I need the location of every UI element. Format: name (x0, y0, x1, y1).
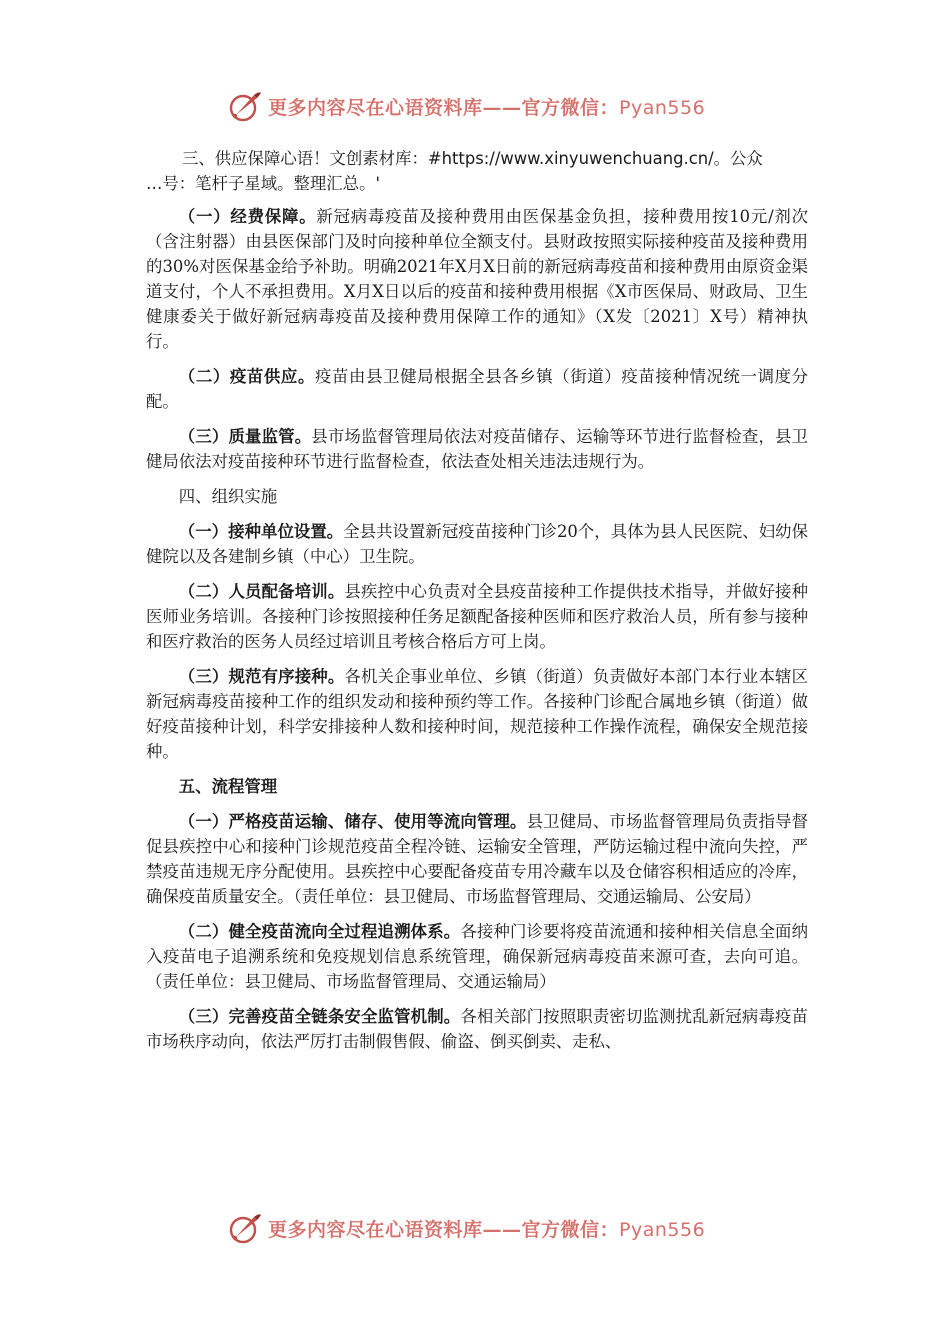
paragraph-flow-management: （一）严格疫苗运输、储存、使用等流向管理。县卫健局、市场监督管理局负责指导督促县疾控中心和接种门诊规范疫苗全程冷链、运输安全管理，严防运输过程中流向失控，严禁疫苗违规无序分配使用。县疾控中心要配备疫苗专用冷藏车以及仓储容积相适应的冷库，确保疫苗质量安全。（责任单位：县卫健局、市场监督管理局、交通运输局、公安局） (146, 812, 808, 906)
paragraph-supervision-mechanism: （三）完善疫苗全链条安全监管机制。各相关部门按照职责密切监测扰乱新冠病毒疫苗市场秩序动向，依法严厉打击制假售假、偷盗、倒买倒卖、走私、 (146, 1007, 808, 1051)
section-heading-4: 四、组织实施 (178, 487, 278, 506)
paragraph-vaccine-supply: （二）疫苗供应。疫苗由县卫健局根据全县各乡镇（街道）疫苗接种情况统一调度分配。 (146, 367, 809, 411)
document-body (146, 146, 808, 1064)
header-banner (228, 86, 748, 126)
paragraph-funding: （一）经费保障。新冠病毒疫苗及接种费用由医保基金负担，接种费用按10元/剂次（含注射器）由县医保部门及时向接种单位全额支付。县财政按照实际接种疫苗及接种费用的30%对医保基金给予补助。明确2021年X月X日前的新冠病毒疫苗和接种费用由原资金渠道支付，个人不承担费用。X月X日以后的疫苗和接种费用根据《X市医保局、财政局、卫生健康委关于做好新冠病毒疫苗及接种费用保障工作的通知》（X发〔2021〕X号）精神执行。 (146, 207, 808, 351)
intro-paragraph: 三、供应保障心语！文创素材库：#https://www.xinyuwenchuang.cn/。公众 …号：笔杆子星域。整理汇总。' (146, 149, 763, 193)
quill-pen-logo-icon (228, 1211, 262, 1245)
banner-text: 更多内容尽在心语资料库——官方微信：Pyan556 (268, 1218, 706, 1241)
paragraph-traceability: （二）健全疫苗流向全过程追溯体系。各接种门诊要将疫苗流通和接种相关信息全面纳入疫苗电子追溯系统和免疫规划信息系统管理，确保新冠病毒疫苗来源可查，去向可追。（责任单位：县卫健局、市场监督管理局、交通运输局） (146, 922, 808, 991)
paragraph-staff-training: （二）人员配备培训。县疾控中心负责对全县疫苗接种工作提供技术指导，并做好接种医师业务培训。各接种门诊按照接种任务足额配备接种医师和医疗救治人员，所有参与接种和医疗救治的医务人员经过培训且考核合格后方可上岗。 (146, 582, 808, 651)
section-heading-5: 五、流程管理 (178, 777, 278, 796)
footer-banner (228, 1208, 748, 1248)
paragraph-orderly-vaccination: （三）规范有序接种。各机关企事业单位、乡镇（街道）负责做好本部门本行业本辖区新冠病毒疫苗接种工作的组织发动和接种预约等工作。各接种门诊配合属地乡镇（街道）做好疫苗接种计划，科学安排接种人数和接种时间，规范接种工作操作流程，确保安全规范接种。 (146, 667, 808, 761)
quill-pen-logo-icon (228, 89, 262, 123)
banner-text: 更多内容尽在心语资料库——官方微信：Pyan556 (268, 96, 706, 119)
paragraph-site-setup: （一）接种单位设置。全县共设置新冠疫苗接种门诊20个，具体为县人民医院、妇幼保健院以及各建制乡镇（中心）卫生院。 (146, 522, 809, 566)
paragraph-quality-supervision: （三）质量监管。县市场监督管理局依法对疫苗储存、运输等环节进行监督检查，县卫健局依法对疫苗接种环节进行监督检查，依法查处相关违法违规行为。 (146, 427, 808, 471)
